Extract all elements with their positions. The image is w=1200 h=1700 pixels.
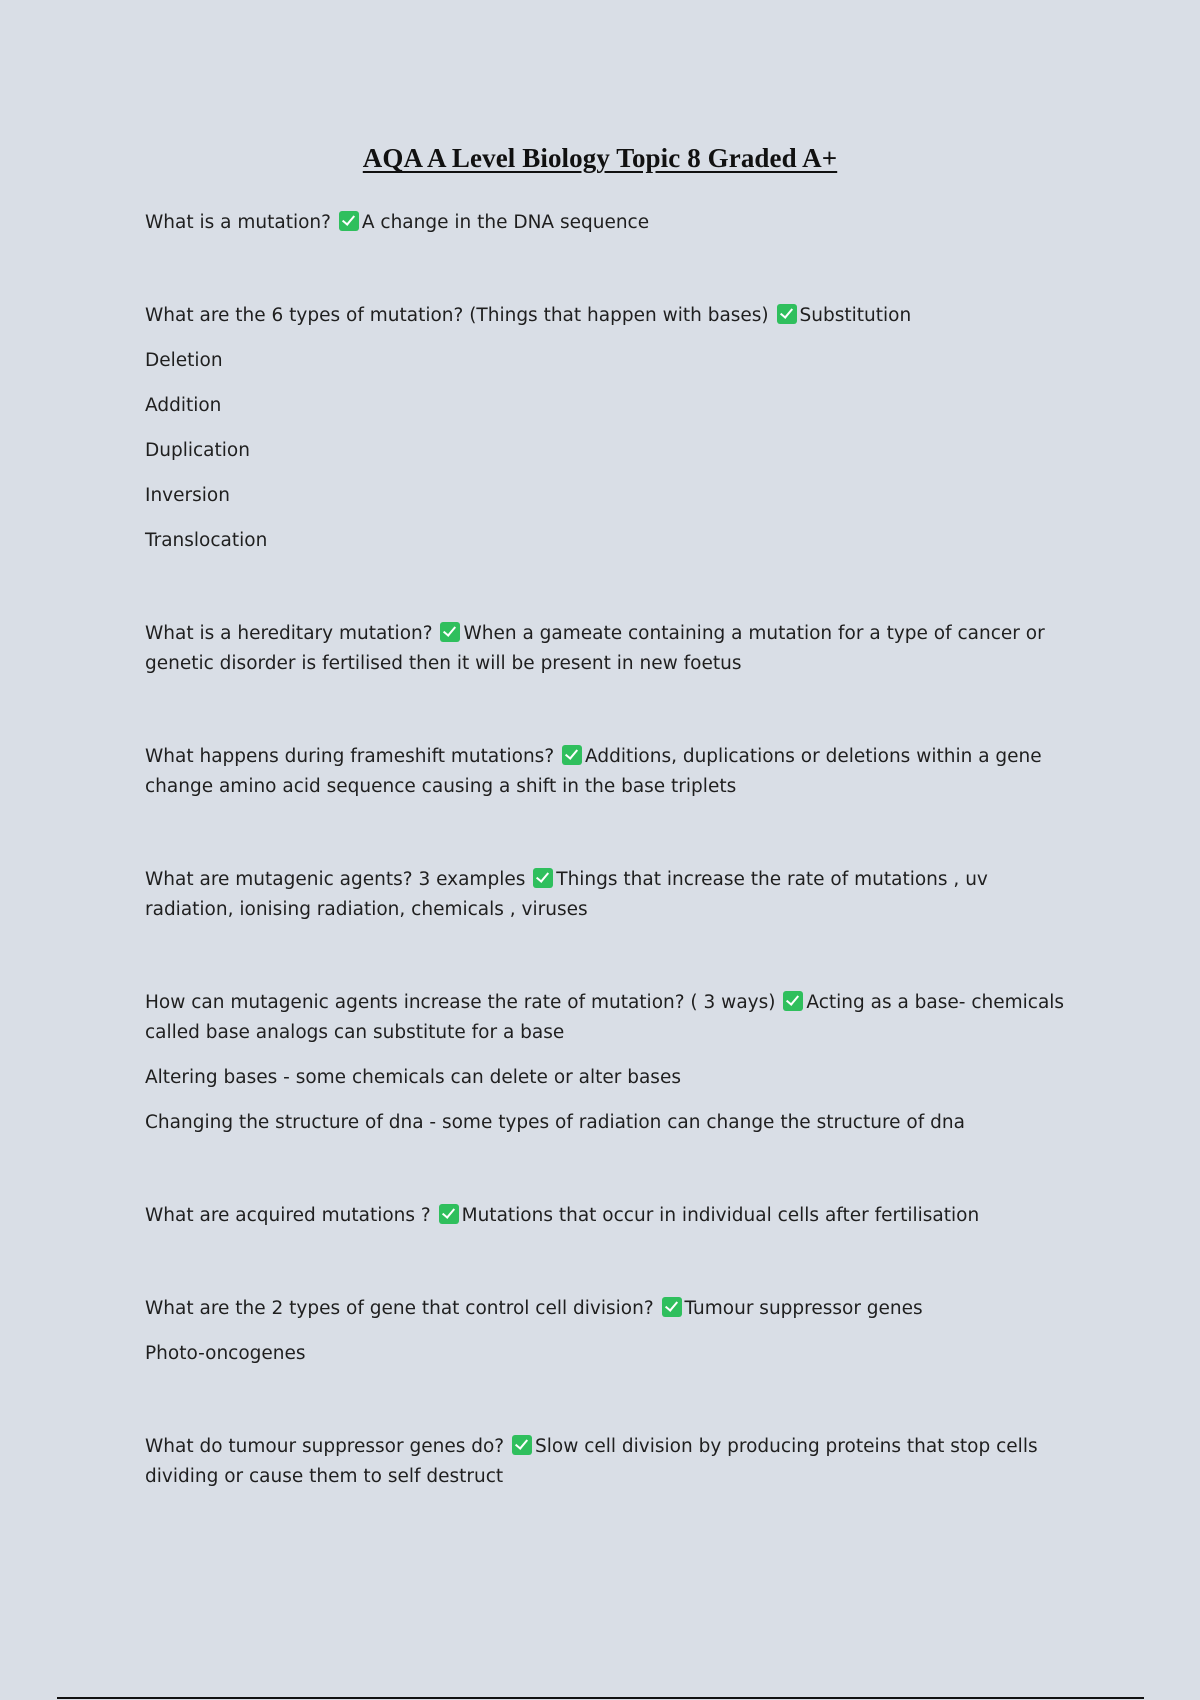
question-text: What are the 2 types of gene that control cell division? xyxy=(145,1298,654,1319)
check-box-icon xyxy=(783,991,803,1011)
answer-continuation: Duplication xyxy=(145,440,250,461)
answer-continuation: Altering bases - some chemicals can delete or alter bases xyxy=(145,1067,681,1088)
question-text: What are mutagenic agents? 3 examples xyxy=(145,869,526,890)
document-title: AQA A Level Biology Topic 8 Graded A+ xyxy=(362,143,838,173)
qa-line xyxy=(145,988,1075,1048)
answer-text: Tumour suppressor genes xyxy=(684,1298,923,1319)
qa-line xyxy=(145,742,1075,802)
qa-item xyxy=(145,301,1075,556)
answer-text: Substitution xyxy=(799,305,912,326)
question-text: What do tumour suppressor genes do? xyxy=(145,1436,505,1457)
answer-text: Acting as a base- chemicals called base analogs can substitute for a base xyxy=(145,992,1065,1043)
qa-line xyxy=(145,619,1075,679)
answer-continuation: Changing the structure of dna - some types of radiation can change the structure of dna xyxy=(145,1112,965,1133)
check-box-icon xyxy=(512,1435,532,1455)
answer-text: Mutations that occur in individual cells after fertilisation xyxy=(461,1205,980,1226)
check-box-icon xyxy=(339,211,359,231)
answer-text: Slow cell division by producing proteins that stop cells dividing or cause them to self destruct xyxy=(145,1436,1038,1487)
answer-continuation: Deletion xyxy=(145,350,223,371)
check-box-icon xyxy=(439,1204,459,1224)
check-box-icon xyxy=(662,1297,682,1317)
question-text: What is a mutation? xyxy=(145,212,331,233)
qa-item xyxy=(145,1432,1075,1492)
answer-continuation: Translocation xyxy=(145,530,268,551)
question-text: What are acquired mutations ? xyxy=(145,1205,431,1226)
qa-line xyxy=(145,301,1075,331)
qa-line xyxy=(145,1201,1075,1231)
qa-line xyxy=(145,1294,1075,1324)
answer-text: Things that increase the rate of mutations , uv radiation, ionising radiation, chemicals , viruses xyxy=(145,869,988,920)
qa-line xyxy=(145,865,1075,925)
answer-continuation: Addition xyxy=(145,395,222,416)
answer-continuation: Photo-oncogenes xyxy=(145,1343,306,1364)
check-box-icon xyxy=(562,745,582,765)
check-box-icon xyxy=(440,622,460,642)
question-text: What are the 6 types of mutation? (Things that happen with bases) xyxy=(145,305,769,326)
qa-item xyxy=(145,208,1075,238)
qa-item xyxy=(145,1294,1075,1369)
qa-line xyxy=(145,208,1075,238)
qa-item xyxy=(145,619,1075,679)
page-bottom-rule xyxy=(57,1697,1144,1699)
qa-item xyxy=(145,1201,1075,1231)
qa-item xyxy=(145,742,1075,802)
qa-item xyxy=(145,988,1075,1138)
qa-list xyxy=(145,208,1075,1492)
answer-text: When a gameate containing a mutation for a type of cancer or genetic disorder is fertilised then it will be present in new foetus xyxy=(145,623,1045,674)
check-box-icon xyxy=(777,304,797,324)
qa-line xyxy=(145,1432,1075,1492)
answer-text: A change in the DNA sequence xyxy=(361,212,650,233)
check-box-icon xyxy=(533,868,553,888)
question-text: What happens during frameshift mutations? xyxy=(145,746,555,767)
answer-continuation: Inversion xyxy=(145,485,230,506)
qa-item xyxy=(145,865,1075,925)
question-text: How can mutagenic agents increase the rate of mutation? ( 3 ways) xyxy=(145,992,776,1013)
answer-text: Additions, duplications or deletions within a gene change amino acid sequence causing a shift in the base triplets xyxy=(145,746,1042,797)
question-text: What is a hereditary mutation? xyxy=(145,623,433,644)
